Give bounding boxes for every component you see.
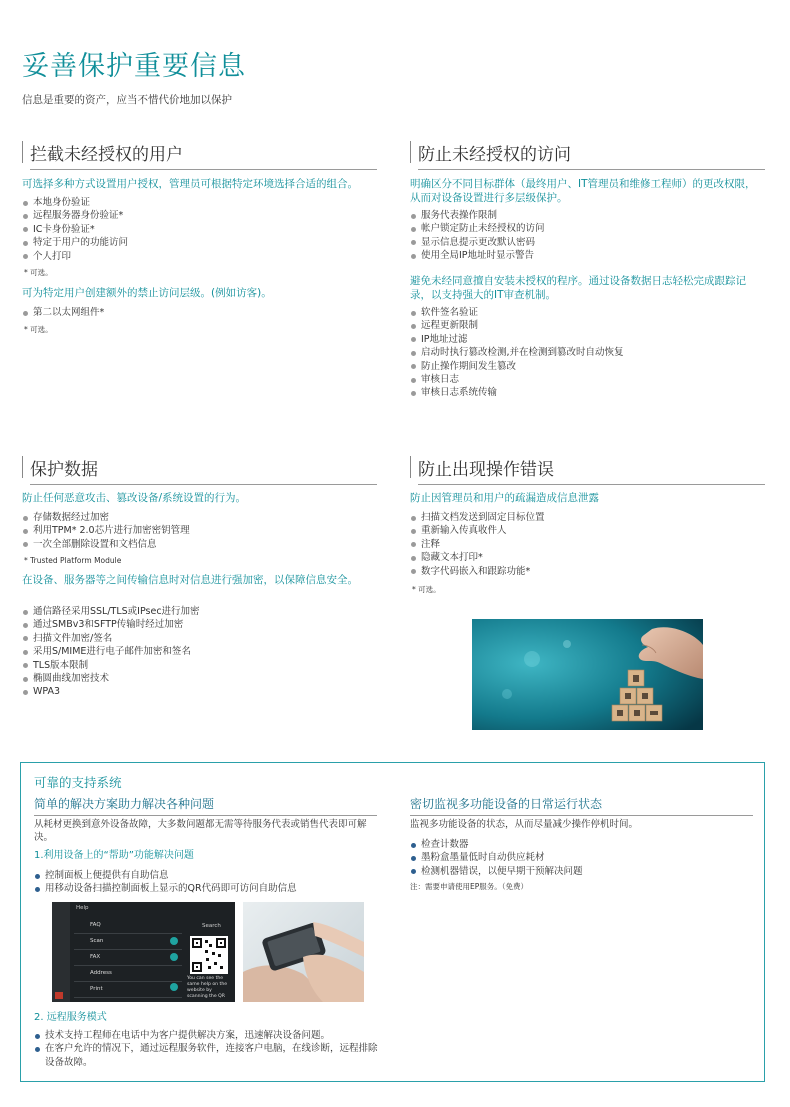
list-item: 控制面板上便提供有自助信息 bbox=[34, 869, 297, 882]
section-intro: 防止任何恶意攻击、篡改设备/系统设置的行为。 bbox=[22, 492, 247, 504]
list-item: 检测机器错误，以便早期干预解决问题 bbox=[410, 865, 583, 878]
qr-caption: You can see the same help on the website by scanning the QR bbox=[187, 976, 228, 999]
list-item: 第二以太网组件* bbox=[22, 306, 104, 319]
footnote: * 可选。 bbox=[24, 325, 53, 334]
support-right-body: 监视多功能设备的状态，从而尽量减少操作停机时间。 bbox=[410, 819, 639, 830]
list-item: 软件签名验证 bbox=[410, 306, 624, 319]
list-item: 技术支持工程师在电话中为客户提供解决方案，迅速解决设备问题。 bbox=[34, 1029, 379, 1042]
footnote: * Trusted Platform Module bbox=[24, 556, 122, 565]
footnote: * 可选。 bbox=[412, 585, 441, 594]
bullet-list bbox=[22, 306, 104, 319]
help-title: Help bbox=[76, 905, 89, 911]
section-intro-2: 可为特定用户创建额外的禁止访问层级。(例如访客)。 bbox=[22, 287, 272, 299]
list-item: IP地址过滤 bbox=[410, 333, 624, 346]
step-1-title: 1.利用设备上的“帮助”功能解决问题 bbox=[34, 850, 194, 861]
list-item: 防止操作期间发生篡改 bbox=[410, 360, 624, 373]
list-item: 重新输入传真收件人 bbox=[410, 524, 545, 537]
list-item: 存储数据经过加密 bbox=[22, 511, 190, 524]
list-item: 个人打印 bbox=[22, 250, 128, 263]
section-intro: 防止因管理员和用户的疏漏造成信息泄露 bbox=[410, 492, 599, 504]
list-item: 椭圆曲线加密技术 bbox=[22, 672, 200, 685]
list-item: 一次全部删除设置和文档信息 bbox=[22, 538, 190, 551]
list-item: 启动时执行篡改检测,并在检测到篡改时自动恢复 bbox=[410, 346, 624, 359]
support-title: 可靠的支持系统 bbox=[34, 775, 122, 790]
list-item: 帐户锁定防止未经授权的访问 bbox=[410, 222, 545, 235]
list-item: 使用全局IP地址时显示警告 bbox=[410, 249, 545, 262]
qr-code-icon bbox=[190, 936, 228, 974]
list-item: 审核日志 bbox=[410, 373, 624, 386]
page-subtitle: 信息是重要的资产，应当不惜代价地加以保护 bbox=[22, 94, 232, 106]
help-menu-item: Scan bbox=[74, 934, 182, 950]
bullet-list bbox=[410, 209, 545, 263]
section-intro-2: 在设备、服务器等之间传输信息时对信息进行强加密，以保障信息安全。 bbox=[22, 574, 358, 586]
section-heading-unauthorized-users bbox=[30, 140, 377, 170]
section-heading-unauthorized-access bbox=[418, 140, 765, 170]
list-item: 服务代表操作限制 bbox=[410, 209, 545, 222]
section-heading-protect-data bbox=[30, 455, 377, 485]
list-item: 利用TPM* 2.0芯片进行加密密钥管理 bbox=[22, 524, 190, 537]
bullet-list bbox=[410, 511, 545, 578]
security-photo bbox=[472, 619, 703, 730]
list-item: WPA3 bbox=[22, 685, 200, 698]
heading-text: 保护数据 bbox=[30, 460, 98, 480]
heading-text: 防止出现操作错误 bbox=[418, 460, 554, 480]
section-intro: 明确区分不同目标群体（最终用户、IT管理员和维修工程师）的更改权限，从而对设备设置进行多层级保护。 bbox=[410, 178, 756, 204]
status-dot bbox=[170, 983, 178, 991]
status-dot bbox=[170, 953, 178, 961]
heading-bar bbox=[22, 456, 23, 478]
list-item: 特定于用户的功能访问 bbox=[22, 236, 128, 249]
help-menu bbox=[74, 918, 182, 998]
list-item: 显示信息提示更改默认密码 bbox=[410, 236, 545, 249]
list-item: 墨粉盒墨量低时自动供应耗材 bbox=[410, 851, 583, 864]
step-2-title: 2. 远程服务模式 bbox=[34, 1012, 107, 1023]
section-intro-2: 避免未经同意擅自安装未授权的程序。通过设备数据日志轻松完成跟踪记录，以支持强大的IT审查机制。 bbox=[410, 275, 746, 301]
list-item: TLS版本限制 bbox=[22, 659, 200, 672]
help-search: Search bbox=[202, 923, 221, 929]
list-item: 数字代码嵌入和跟踪功能* bbox=[410, 565, 545, 578]
heading-text: 拦截未经授权的用户 bbox=[30, 145, 183, 165]
bullet-list bbox=[22, 196, 128, 263]
section-intro: 可选择多种方式设置用户授权，管理员可根据特定环境选择合适的组合。 bbox=[22, 178, 358, 190]
list-item: 在客户允许的情况下，通过远程服务软件，连接客户电脑，在线诊断，远程排除设备故障。 bbox=[34, 1042, 379, 1069]
phone-scan-photo bbox=[243, 902, 364, 1002]
list-item: 通过SMBv3和SFTP传输时经过加密 bbox=[22, 618, 200, 631]
support-left-body: 从耗材更换到意外设备故障，大多数问题都无需等待服务代表或销售代表即可解决。 bbox=[34, 819, 367, 843]
bullet-list bbox=[22, 511, 190, 551]
bullet-list bbox=[22, 605, 200, 699]
list-item: IC卡身份验证* bbox=[22, 223, 128, 236]
list-item: 隐藏文本打印* bbox=[410, 551, 545, 564]
list-item: 远程服务器身份验证* bbox=[22, 209, 128, 222]
help-menu-item: Print bbox=[74, 982, 182, 998]
panel-indicator bbox=[55, 992, 63, 999]
bullet-list bbox=[34, 869, 297, 896]
footnote: * 可选。 bbox=[24, 268, 53, 277]
list-item: 采用S/MIME进行电子邮件加密和签名 bbox=[22, 645, 200, 658]
list-item: 注释 bbox=[410, 538, 545, 551]
help-menu-item: FAX bbox=[74, 950, 182, 966]
support-right-heading: 密切监视多功能设备的日常运行状态 bbox=[410, 795, 753, 816]
list-item: 远程更新限制 bbox=[410, 319, 624, 332]
heading-bar bbox=[410, 456, 411, 478]
service-note: 注：需要申请使用EP服务。（免费） bbox=[410, 882, 529, 891]
help-menu-item: Address bbox=[74, 966, 182, 982]
help-menu-item: FAQ bbox=[74, 918, 182, 934]
heading-bar bbox=[410, 141, 411, 163]
page-title: 妥善保护重要信息 bbox=[22, 51, 246, 82]
bullet-list bbox=[410, 306, 624, 400]
support-left-heading: 简单的解决方案助力解决各种问题 bbox=[34, 795, 377, 816]
status-dot bbox=[170, 937, 178, 945]
section-heading-operation-errors bbox=[418, 455, 765, 485]
panel-sidebar bbox=[52, 902, 70, 1002]
heading-bar bbox=[22, 141, 23, 163]
bullet-list bbox=[34, 1029, 379, 1069]
list-item: 扫描文件加密/签名 bbox=[22, 632, 200, 645]
help-panel-screenshot bbox=[52, 902, 235, 1002]
list-item: 通信路径采用SSL/TLS或IPsec进行加密 bbox=[22, 605, 200, 618]
list-item: 检查计数器 bbox=[410, 838, 583, 851]
list-item: 扫描文档发送到固定目标位置 bbox=[410, 511, 545, 524]
list-item: 用移动设备扫描控制面板上显示的QR代码即可访问自助信息 bbox=[34, 882, 297, 895]
list-item: 本地身份验证 bbox=[22, 196, 128, 209]
list-item: 审核日志系统传输 bbox=[410, 386, 624, 399]
heading-text: 防止未经授权的访问 bbox=[418, 145, 571, 165]
bullet-list bbox=[410, 838, 583, 878]
